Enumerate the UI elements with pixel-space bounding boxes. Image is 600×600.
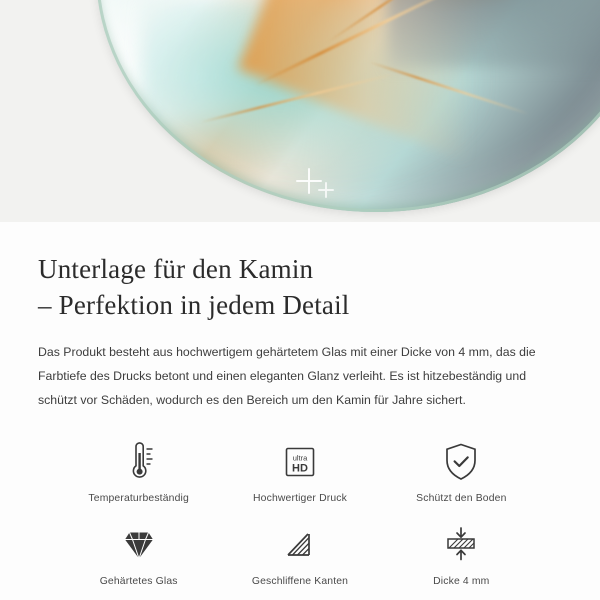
page-title (38, 252, 562, 323)
svg-text:HD: HD (292, 462, 308, 475)
feature-item (381, 439, 542, 504)
feature-item (381, 522, 542, 587)
feature-grid (38, 439, 562, 587)
headline-line-2: – Perfektion in jedem Detail (38, 289, 350, 320)
feature-label: Gehärtetes Glas (99, 576, 178, 588)
feature-label: Geschliffene Kanten (251, 576, 349, 588)
polished-edges-icon (278, 522, 322, 568)
diamond-icon (116, 522, 162, 568)
svg-text:ultra: ultra (292, 453, 308, 463)
shield-check-icon (440, 439, 482, 485)
ultra-hd-icon (278, 439, 322, 485)
thermometer-icon (119, 439, 159, 485)
headline-line-1: Unterlage für den Kamin (38, 254, 314, 284)
feature-label: Temperaturbeständig (88, 493, 189, 505)
feature-label: Schützt den Boden (416, 493, 507, 505)
feature-label: Dicke 4 mm (433, 576, 490, 588)
content-block (0, 222, 600, 587)
feature-item (58, 522, 219, 587)
feature-item (219, 522, 380, 587)
hero-image (0, 0, 600, 222)
feature-item (58, 439, 219, 504)
thickness-arrows-icon (439, 522, 483, 568)
glass-plate-image (96, 0, 600, 212)
marble-swirl-grey (387, 0, 600, 68)
feature-item (219, 439, 380, 504)
feature-label: Hochwertiger Druck (253, 493, 347, 505)
product-description: Das Produkt besteht aus hochwertigem gehärtetem Glas mit einer Dicke von 4 mm, das die Farbtiefe des Drucks betont und einen eleganten Glanz verleiht. Es ist hitzebeständig und schützt vor Schäden, wodurch es den Bereich um den Kamin für Jahre sichert. (38, 345, 536, 408)
